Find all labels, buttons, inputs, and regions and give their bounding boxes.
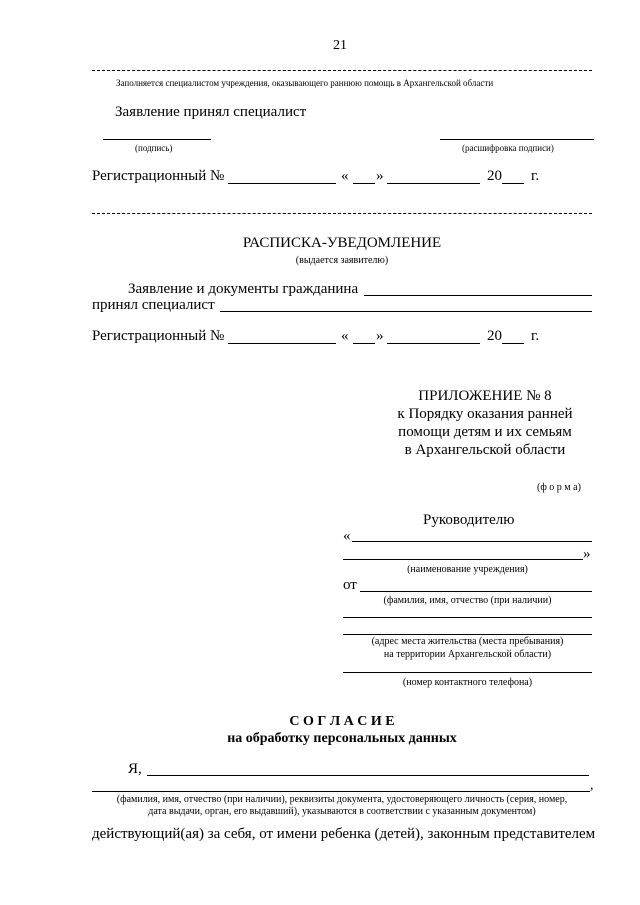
org-quote-close: » <box>583 546 591 562</box>
year-prefix: 20 <box>487 168 502 184</box>
receipt-number-line <box>228 343 336 344</box>
specialist-note: Заполняется специалистом учреждения, оказывающего раннюю помощь в Архангельской области <box>116 78 494 88</box>
address-caption-2: на территории Архангельской области) <box>383 649 552 660</box>
receipt-quote-close: » <box>376 328 384 344</box>
appendix-title: ПРИЛОЖЕНИЕ № 8 <box>418 388 552 404</box>
comma: , <box>590 778 594 793</box>
year-line <box>502 183 524 184</box>
org-name-line-2 <box>343 559 583 560</box>
form-label: (ф о р м а) <box>537 482 581 493</box>
from-label: от <box>343 577 357 593</box>
specialist-name-line <box>220 311 592 312</box>
addressee-to: Руководителю <box>423 512 515 528</box>
receipt-year-line <box>502 343 524 344</box>
receipt-title: РАСПИСКА-УВЕДОМЛЕНИЕ <box>242 235 442 251</box>
signature-line <box>103 139 211 140</box>
address-line-2 <box>343 634 592 635</box>
citizen-name-line <box>364 295 592 296</box>
appendix-line3: помощи детям и их семьям <box>398 424 572 440</box>
receipt-month-line <box>387 343 480 344</box>
address-line-1 <box>343 617 592 618</box>
registration-number-line <box>228 183 336 184</box>
phone-line <box>343 672 592 673</box>
name-caption: (фамилия, имя, отчество (при наличии) <box>383 595 552 606</box>
receipt-line2-label: принял специалист <box>92 297 215 313</box>
document-details-line <box>92 791 590 792</box>
consent-title: С О Г Л А С И Е <box>289 714 395 729</box>
appendix-line2: к Порядку оказания ранней <box>397 406 573 422</box>
receipt-year-suffix: г. <box>531 328 540 344</box>
receipt-quote-open: « <box>341 328 349 344</box>
receipt-line1-label: Заявление и документы гражданина <box>128 281 359 297</box>
receipt-day-line <box>353 343 375 344</box>
org-name-line-1 <box>352 541 592 542</box>
quote-open: « <box>341 168 349 184</box>
dashed-separator-middle <box>92 213 592 214</box>
appendix-line4: в Архангельской области <box>404 442 566 458</box>
year-suffix: г. <box>531 168 540 184</box>
day-line <box>353 183 375 184</box>
consent-caption-2: дата выдачи, орган, его выдавший), указываются в соответствии с указанным документом) <box>148 806 536 817</box>
decoding-line <box>440 139 594 140</box>
registration-label: Регистрационный № <box>92 168 225 184</box>
accepted-by-label: Заявление принял специалист <box>115 104 307 120</box>
org-caption: (наименование учреждения) <box>407 564 528 575</box>
full-name-line <box>147 775 589 776</box>
signature-caption: (подпись) <box>135 143 173 153</box>
consent-caption-1: (фамилия, имя, отчество (при наличии), реквизиты документа, удостоверяющего личность (серия, номер, <box>116 794 568 805</box>
dashed-separator-top <box>92 70 592 71</box>
quote-close: » <box>376 168 384 184</box>
org-quote-open: « <box>343 528 351 544</box>
applicant-name-line <box>360 591 592 592</box>
i-label: Я, <box>128 761 142 777</box>
receipt-year-prefix: 20 <box>487 328 502 344</box>
consent-subtitle: на обработку персональных данных <box>227 731 457 746</box>
acting-text: действующий(ая) за себя, от имени ребенка (детей), законным представителем <box>92 826 596 842</box>
page-number: 21 <box>333 38 347 53</box>
receipt-subtitle: (выдается заявителю) <box>295 255 389 266</box>
decoding-caption: (расшифровка подписи) <box>462 143 554 153</box>
address-caption-1: (адрес места жительства (места пребывания) <box>371 636 564 647</box>
receipt-registration-label: Регистрационный № <box>92 328 225 344</box>
month-line <box>387 183 480 184</box>
phone-caption: (номер контактного телефона) <box>402 677 533 688</box>
